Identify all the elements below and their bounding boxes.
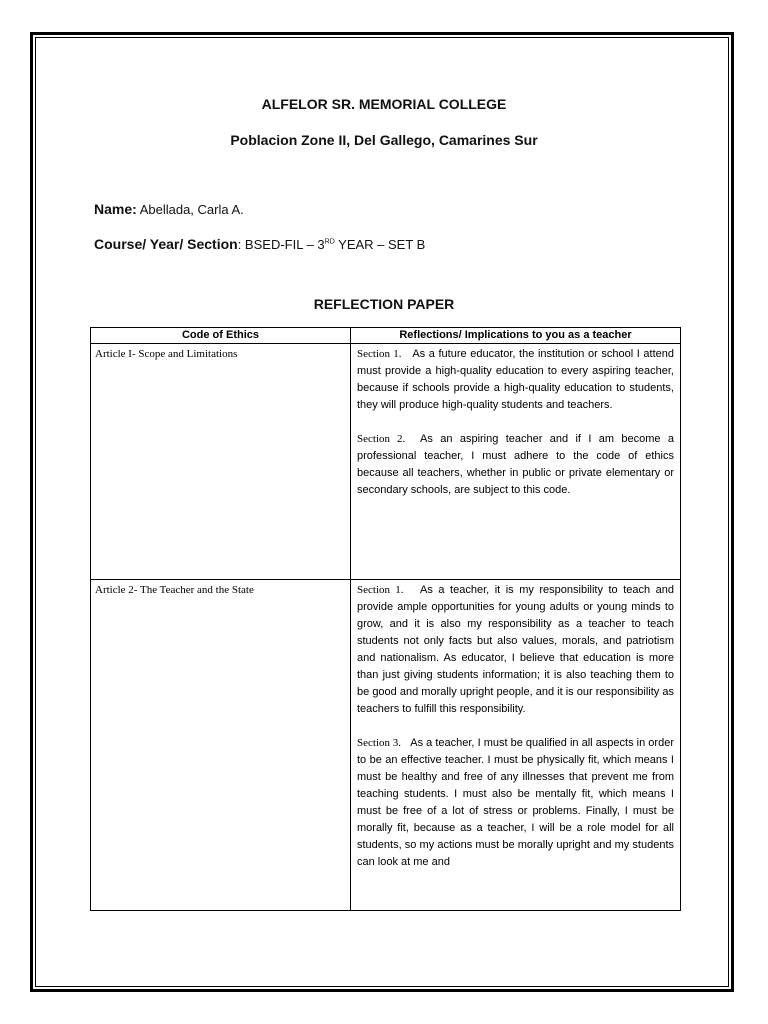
ethics-table (90, 327, 681, 911)
reflection-cell (351, 580, 681, 911)
name-value: Abellada, Carla A. (139, 202, 244, 217)
header-code-of-ethics: Code of Ethics (91, 328, 351, 344)
college-address: Poblacion Zone II, Del Gallego, Camarines Sur (230, 132, 538, 148)
college-name: ALFELOR SR. MEMORIAL COLLEGE (261, 96, 507, 112)
section-text: As an aspiring teacher and if I am become a professional teacher, I must adhere to the code of ethics because all teachers, whether in public or private elementary or secondary schools, are subject to this code. (357, 433, 675, 496)
course-field (94, 236, 425, 252)
section-text: As a teacher, it is my responsibility to teach and provide ample opportunities for young adults or young minds to grow, and it is also my responsibility as a teacher to teach students not only facts but also values, morals, and patriotism and nationalism. As educator, I believe that education is more than just giving students information; it is also teaching them to be good and morally upright people, and it is our responsibility as teachers to fulfill this responsibility. (357, 584, 674, 715)
section-label: Section 2. (357, 433, 406, 445)
section-label: Section 1. (357, 348, 402, 360)
reflection-paragraph (357, 735, 674, 871)
article-title: Article 2- The Teacher and the State (95, 584, 254, 596)
header-reflections: Reflections/ Implications to you as a teacher (351, 328, 681, 344)
section-text: As a teacher, I must be qualified in all aspects in order to be an effective teacher. I must be physically fit, which means I must be healthy and free of any illnesses that prevent me from teaching students. I must also be mentally fit, which means I must be free of a lot of stress or problems. Finally, I must be morally fit, because as a teacher, I will be a role model for all students, so my actions must be morally upright and my students can look at me and (357, 737, 674, 868)
section-label: Section 3. (357, 737, 402, 749)
paper-title: REFLECTION PAPER (313, 296, 455, 312)
course-value-pre: : BSED-FIL – 3 (237, 237, 325, 252)
table-row (91, 344, 681, 580)
course-value-post: YEAR – SET B (334, 237, 426, 252)
reflection-paragraph (357, 346, 674, 414)
reflection-paragraph (357, 582, 674, 718)
article-title: Article I- Scope and Limitations (95, 348, 238, 360)
name-field (94, 201, 244, 217)
reflection-paragraph (357, 431, 674, 499)
article-cell (91, 580, 351, 911)
reflection-cell (351, 344, 681, 580)
section-label: Section 1. (357, 584, 404, 596)
section-text: As a future educator, the institution or school I attend must provide a high-quality education to every aspiring teacher, because if schools provide a high-quality education to students, they will produce high-quality students and teachers. (357, 348, 675, 411)
name-label: Name: (94, 201, 137, 217)
course-superscript: RD (324, 238, 335, 246)
table-row (91, 580, 681, 911)
course-label: Course/ Year/ Section (94, 236, 238, 252)
table-header-row (91, 328, 681, 344)
article-cell (91, 344, 351, 580)
